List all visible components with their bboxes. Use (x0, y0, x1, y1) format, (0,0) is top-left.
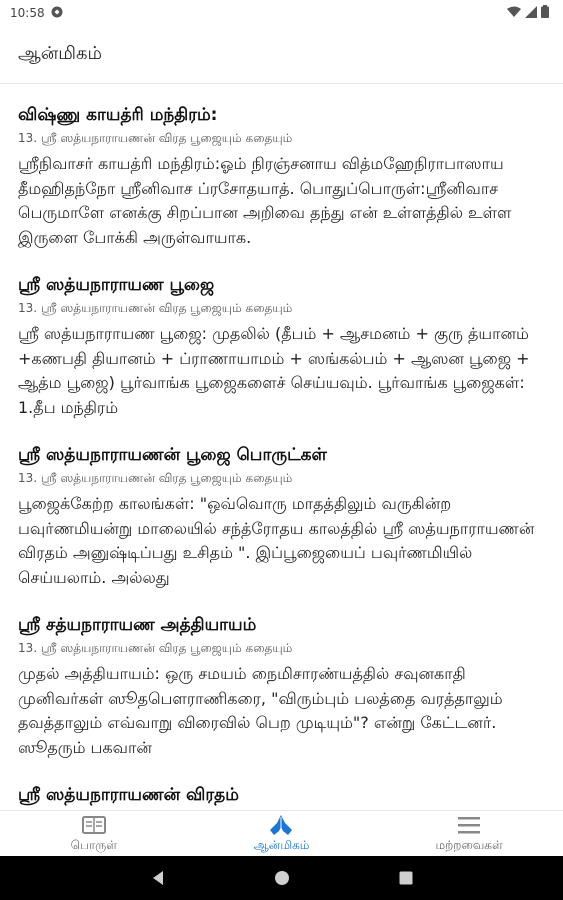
status-time: 10:58 (10, 6, 45, 20)
bottom-navigation (0, 810, 563, 856)
praying-hands-icon (268, 814, 294, 836)
article-subtitle: 13. ஸ்ரீ ஸத்யநாராயணன் விரத பூஜையும் கதையும் (18, 131, 293, 145)
app-notification-icon (51, 6, 63, 21)
nav-label: ஆன்மிகம் (253, 837, 310, 852)
nav-label: மற்றவைகள் (435, 837, 503, 852)
article-subtitle: 13. ஸ்ரீ ஸத்யநாராயணன் விரத பூஜையும் கதையும் (18, 301, 293, 315)
list-item[interactable] (0, 420, 563, 590)
article-body: ஸ்ரீநிவாசர் காயத்ரி மந்திரம்:ஓம் நிரஞ்சனாய வித்மஹேநிராபாஸாய தீமஹிதந்நோ ஸ்ரீனிவாச ப்ரசோதயாத். பொதுப்பொருள்:ஸ்ரீனிவாச பெருமாளே எனக்கு சிறப்பான அறிவை தந்து என் உள்ளத்தில் உள்ள இருளை போக்கி அருள்வாயாக. (18, 154, 512, 247)
article-title: ஸ்ரீ சத்யநாராயண அத்தியாயம் (18, 615, 257, 635)
status-bar (0, 0, 563, 26)
recents-icon[interactable] (394, 866, 418, 890)
article-title: விஷ்ணு காயத்ரி மந்திரம்: (18, 105, 218, 125)
back-icon[interactable] (146, 866, 170, 890)
article-subtitle: 13. ஸ்ரீ ஸத்யநாராயணன் விரத பூஜையும் கதையும் (18, 471, 293, 485)
signal-icon (525, 6, 537, 21)
status-left (10, 6, 63, 21)
menu-icon (458, 814, 480, 836)
article-body: முதல் அத்தியாயம்: ஒரு சமயம் நைமிசாரண்யத்தில் சவுனகாதி முனிவர்கள் ஸூதபௌராணிகரை, "விரும்பும் பலத்தை வரத்தாலும் தவத்தாலும் எவ்வாறு விரைவில் பெற முடியும்"? என்று கேட்டனர். ஸூதரும் பகவான் (18, 664, 503, 757)
article-subtitle: 13. ஸ்ரீ ஸத்யநாராயணன் விரத பூஜையும் கதையும் (18, 641, 293, 655)
article-list[interactable] (0, 84, 563, 810)
nav-item-matravaigal[interactable] (399, 814, 539, 854)
nav-item-aanmigam[interactable] (211, 814, 351, 854)
app-bar (0, 26, 563, 84)
article-title: ஸ்ரீ ஸத்யநாராயணன் விரதம் (18, 785, 239, 805)
nav-item-porul[interactable] (24, 814, 164, 854)
status-right (507, 5, 549, 21)
page-title: ஆன்மிகம் (18, 43, 102, 64)
system-navigation-bar (0, 856, 563, 900)
home-icon[interactable] (270, 866, 294, 890)
list-item[interactable] (0, 250, 563, 420)
list-item[interactable] (0, 84, 563, 250)
nav-label: பொருள் (70, 837, 118, 852)
article-title: ஸ்ரீ ஸத்யநாராயணன் பூஜை பொருட்கள் (18, 445, 327, 465)
list-item[interactable] (0, 590, 563, 760)
article-body: ஸ்ரீ ஸத்யநாராயண பூஜை: முதலில் (தீபம் + ஆசமனம் + குரு த்யானம் +கணபதி தியானம் + ப்ராணாயாமம் + ஸங்கல்பம் + ஆஸன பூஜை + ஆத்ம பூஜை) பூர்வாங்க பூஜைகளைச் செய்யவும். பூர்வாங்க பூஜைகள்: 1.தீப மந்திரம் (18, 324, 530, 417)
article-body: பூஜைக்கேற்ற காலங்கள்: "ஒவ்வொரு மாதத்திலும் வருகின்ற பவுர்ணமியன்று மாலையில் சந்த்ரோதய காலத்தில் ஸ்ரீ ஸத்யநாராயணன் விரதம் அனுஷ்டிப்பது உசிதம் ". இப்பூஜையைப் பவுர்ணமியில் செய்யலாம். அல்லது (18, 494, 535, 587)
article-title: ஸ்ரீ ஸத்யநாராயண பூஜை (18, 275, 215, 295)
book-icon (82, 814, 106, 836)
list-item[interactable] (0, 760, 563, 806)
wifi-icon (507, 6, 521, 21)
battery-icon (541, 5, 549, 21)
